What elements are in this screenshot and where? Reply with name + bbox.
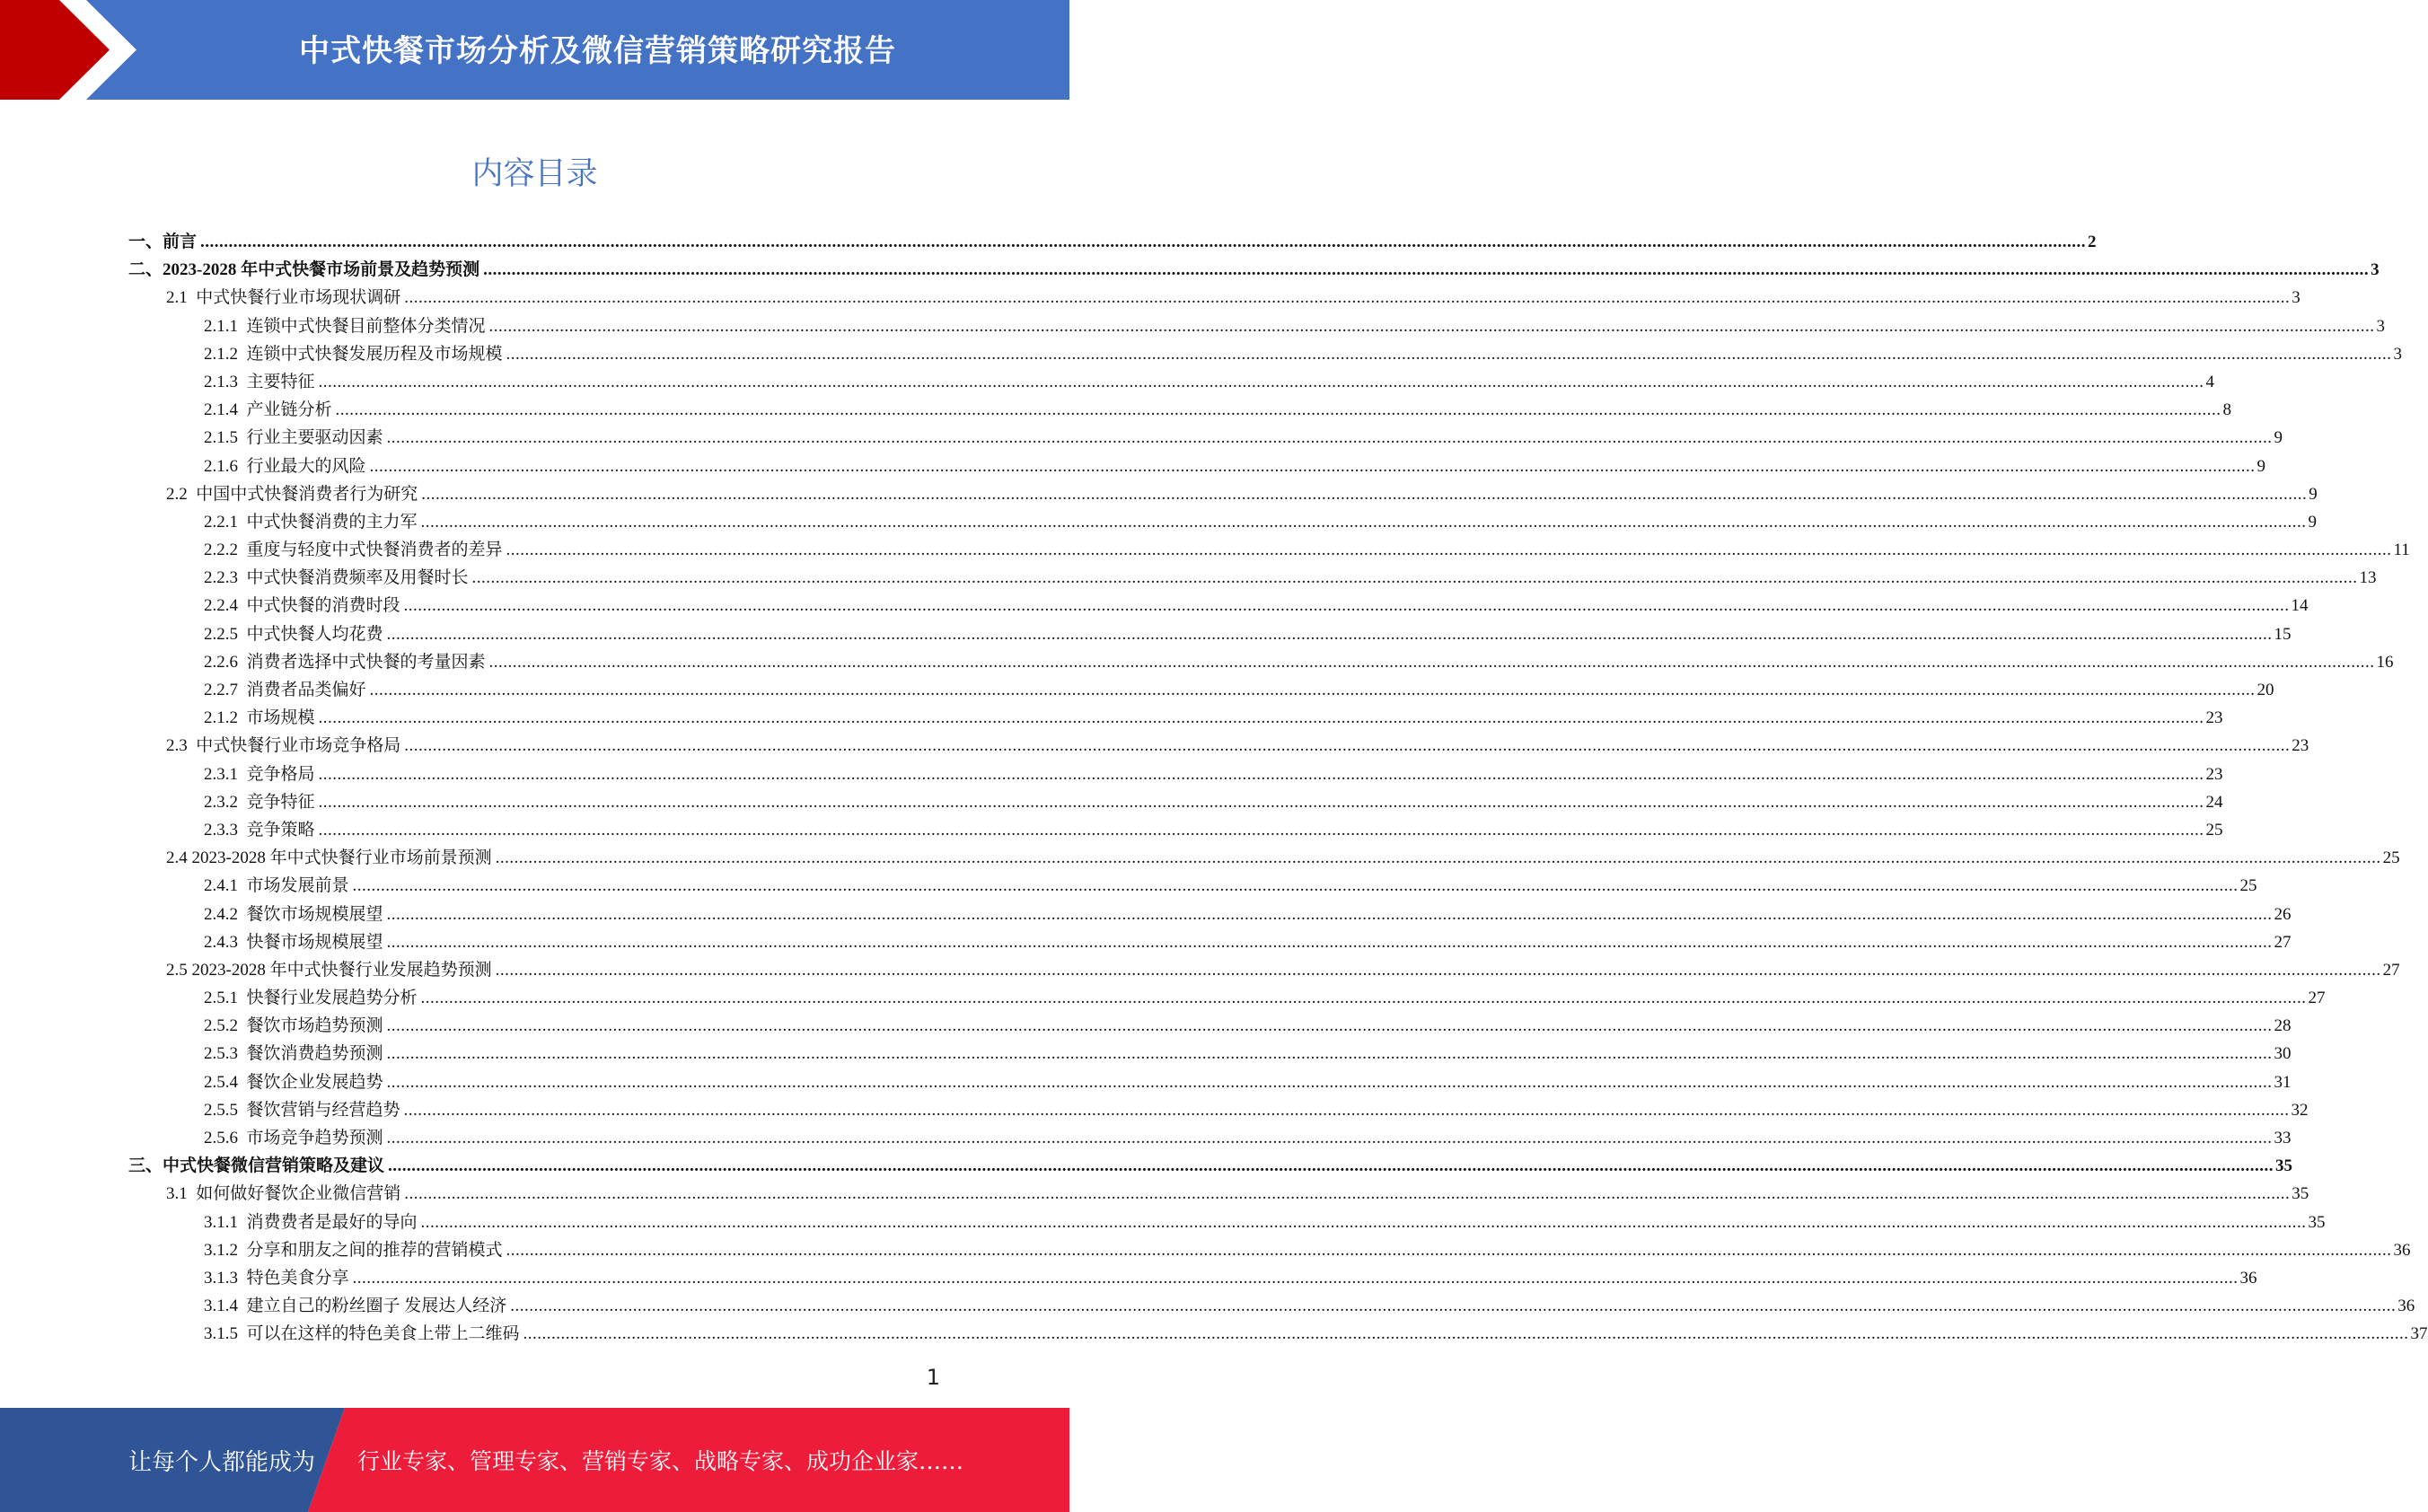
toc-entry[interactable]	[128, 340, 2403, 368]
header-chevron-arrow	[0, 0, 144, 100]
toc-leader-dots: ................................................................................................................................................................................................................................................................................................................................................................................................................	[404, 1184, 2291, 1204]
toc-entry-title: 快餐市场规模展望	[246, 932, 383, 952]
toc-entry-page: 20	[2256, 681, 2274, 699]
toc-entry-title: 消费者选择中式快餐的考量因素	[246, 652, 486, 672]
toc-entry[interactable]	[128, 648, 2394, 676]
toc-leader-dots: ................................................................................................................................................................................................................................................................................................................................................................................................................	[403, 1100, 2290, 1120]
toc-entry-title: 餐饮营销与经营趋势	[246, 1100, 400, 1120]
toc-entry-number: 2.1.2	[204, 708, 247, 728]
toc-entry-number: 一、	[128, 233, 163, 251]
toc-entry-page: 25	[2382, 848, 2400, 868]
toc-entry[interactable]	[128, 704, 2223, 732]
footer-slogan-right: 行业专家、管理专家、营销专家、战略专家、成功企业家……	[357, 1448, 964, 1474]
toc-leader-dots: ................................................................................................................................................................................................................................................................................................................................................................................................................	[386, 904, 2273, 924]
toc-entry-number: 2.5	[166, 960, 192, 980]
toc-entry[interactable]	[128, 396, 2232, 424]
toc-entry-page: 23	[2205, 764, 2223, 784]
toc-entry-title: 快餐行业发展趋势分析	[246, 989, 418, 1008]
toc-leader-dots: ................................................................................................................................................................................................................................................................................................................................................................................................................	[318, 820, 2204, 840]
toc-entry[interactable]	[128, 424, 2283, 452]
toc-entry-page: 9	[2274, 428, 2283, 448]
toc-entry-title: 连锁中式快餐目前整体分类情况	[246, 316, 486, 336]
toc-entry[interactable]	[128, 844, 2400, 872]
toc-leader-dots: ................................................................................................................................................................................................................................................................................................................................................................................................................	[510, 1297, 2397, 1316]
toc-entry-number: 2.2.7	[204, 681, 247, 699]
toc-entry-number: 2.2.5	[204, 624, 247, 644]
toc-leader-dots: ................................................................................................................................................................................................................................................................................................................................................................................................................	[420, 1212, 2307, 1232]
toc-entry-title: 前言	[163, 233, 198, 251]
toc-entry-title: 2023-2028 年中式快餐行业发展趋势预测	[191, 960, 492, 980]
toc-entry-number: 3.1.1	[204, 1212, 247, 1232]
toc-entry-number: 2.3.2	[204, 792, 247, 812]
toc-entry-title: 餐饮企业发展趋势	[246, 1072, 383, 1092]
toc-entry[interactable]	[128, 676, 2274, 704]
toc-leader-dots: ................................................................................................................................................................................................................................................................................................................................................................................................................	[506, 344, 2392, 364]
toc-entry-title: 消费者品类偏好	[246, 681, 366, 699]
toc-entry-title: 餐饮消费趋势预测	[246, 1044, 383, 1064]
toc-entry-page: 27	[2274, 932, 2292, 952]
footer-band	[0, 1408, 1069, 1512]
toc-entry-number: 3.1.2	[204, 1240, 247, 1260]
toc-entry-title: 产业链分析	[246, 400, 332, 420]
toc-entry-number: 2.1.5	[204, 428, 247, 448]
toc-entry-title: 市场发展前景	[246, 876, 349, 896]
toc-entry[interactable]	[128, 536, 2410, 564]
toc-entry-number: 2.3	[166, 736, 197, 756]
toc-leader-dots: ................................................................................................................................................................................................................................................................................................................................................................................................................	[506, 541, 2392, 560]
toc-leader-dots: ................................................................................................................................................................................................................................................................................................................................................................................................................	[421, 484, 2308, 504]
toc-entry[interactable]	[128, 256, 2380, 284]
toc-leader-dots: ................................................................................................................................................................................................................................................................................................................................................................................................................	[386, 1044, 2273, 1064]
toc-leader-dots: ................................................................................................................................................................................................................................................................................................................................................................................................................	[318, 792, 2204, 812]
toc-entry-number: 2.1.1	[204, 316, 247, 336]
toc-entry[interactable]	[128, 592, 2309, 620]
toc-entry[interactable]	[128, 564, 2377, 592]
toc-entry-title: 消费费者是最好的导向	[246, 1212, 418, 1232]
toc-entry[interactable]	[128, 816, 2223, 844]
toc-entry-number: 2.4.3	[204, 932, 247, 952]
toc-entry-page: 15	[2274, 624, 2292, 644]
toc-entry[interactable]	[128, 228, 2097, 256]
toc-entry-title: 市场竞争趋势预测	[246, 1129, 383, 1147]
toc-entry-page: 35	[2275, 1156, 2293, 1176]
toc-leader-dots: ................................................................................................................................................................................................................................................................................................................................................................................................................	[335, 400, 2221, 420]
toc-entry[interactable]	[128, 1236, 2411, 1264]
report-title: 中式快餐市场分析及微信营销策略研究报告	[299, 33, 896, 69]
toc-entry-page: 36	[2393, 1240, 2411, 1260]
toc-leader-dots: ................................................................................................................................................................................................................................................................................................................................................................................................................	[388, 1156, 2274, 1176]
toc-entry-number: 2.1.4	[204, 400, 247, 420]
toc-entry-title: 中式快餐的消费时段	[246, 596, 400, 616]
toc-entry-title: 可以在这样的特色美食上带上二维码	[246, 1324, 520, 1344]
toc-leader-dots: ................................................................................................................................................................................................................................................................................................................................................................................................................	[318, 764, 2204, 784]
toc-leader-dots: ................................................................................................................................................................................................................................................................................................................................................................................................................	[420, 512, 2307, 532]
toc-leader-dots: ................................................................................................................................................................................................................................................................................................................................................................................................................	[495, 848, 2381, 868]
toc-entry-number: 三、	[128, 1156, 163, 1176]
toc-entry-title: 行业最大的风险	[246, 456, 366, 476]
toc-entry[interactable]	[128, 1180, 2309, 1208]
toc-entry-page: 8	[2222, 400, 2232, 420]
toc-heading: 内容目录	[471, 156, 598, 192]
toc-entry-title: 中式快餐微信营销策略及建议	[163, 1156, 385, 1176]
toc-entry-title: 2023-2028 年中式快餐行业市场前景预测	[191, 848, 492, 868]
toc-entry-title: 中国中式快餐消费者行为研究	[196, 484, 418, 504]
toc-entry-number: 2.5.6	[204, 1129, 247, 1147]
toc-leader-dots: ................................................................................................................................................................................................................................................................................................................................................................................................................	[386, 1129, 2273, 1147]
toc-entry-number: 2.4.1	[204, 876, 247, 896]
toc-entry-page: 30	[2274, 1044, 2292, 1064]
toc-entry[interactable]	[128, 928, 2292, 956]
toc-entry-page: 3	[2292, 288, 2300, 308]
toc-entry-page: 33	[2274, 1129, 2292, 1147]
toc-entry-page: 14	[2291, 596, 2309, 616]
toc-entry-title: 中式快餐消费频率及用餐时长	[246, 568, 469, 588]
toc-leader-dots: ................................................................................................................................................................................................................................................................................................................................................................................................................	[352, 1268, 2239, 1288]
toc-entry-title: 建立自己的粉丝圈子 发展达人经济	[246, 1297, 507, 1316]
toc-leader-dots: ................................................................................................................................................................................................................................................................................................................................................................................................................	[483, 260, 2370, 280]
toc-entry-page: 25	[2239, 876, 2257, 896]
toc-entry-page: 9	[2309, 484, 2318, 504]
toc-entry-page: 27	[2382, 960, 2400, 980]
toc-entry-title: 餐饮市场规模展望	[246, 904, 383, 924]
toc-leader-dots: ................................................................................................................................................................................................................................................................................................................................................................................................................	[403, 596, 2290, 616]
toc-leader-dots: ................................................................................................................................................................................................................................................................................................................................................................................................................	[318, 372, 2204, 391]
toc-entry-page: 35	[2308, 1212, 2326, 1232]
toc-entry-title: 中式快餐人均花费	[246, 624, 383, 644]
toc-entry[interactable]	[128, 984, 2326, 1012]
toc-entry-page: 28	[2274, 1016, 2292, 1036]
toc-entry-title: 中式快餐行业市场竞争格局	[196, 736, 401, 756]
toc-entry[interactable]	[128, 1012, 2292, 1040]
toc-entry-title: 分享和朋友之间的推荐的营销模式	[246, 1240, 503, 1260]
toc-entry-title: 重度与轻度中式快餐消费者的差异	[246, 541, 503, 560]
toc-entry-page: 36	[2239, 1268, 2257, 1288]
header-band	[0, 0, 1069, 100]
toc-entry-number: 2.5.1	[204, 989, 247, 1008]
toc-leader-dots: ................................................................................................................................................................................................................................................................................................................................................................................................................	[318, 708, 2204, 728]
toc-entry[interactable]	[128, 1068, 2292, 1096]
toc-entry[interactable]	[128, 901, 2292, 928]
toc-entry-title: 餐饮市场趋势预测	[246, 1016, 383, 1036]
toc-entry-number: 2.2.4	[204, 596, 247, 616]
toc-entry-page: 16	[2376, 652, 2394, 672]
toc-entry[interactable]	[128, 732, 2309, 760]
toc-entry-number: 2.1.3	[204, 372, 247, 391]
toc-entry[interactable]	[128, 508, 2318, 536]
toc-leader-dots: ................................................................................................................................................................................................................................................................................................................................................................................................................	[404, 288, 2291, 308]
toc-leader-dots: ................................................................................................................................................................................................................................................................................................................................................................................................................	[200, 233, 2087, 251]
toc-entry-title: 特色美食分享	[246, 1268, 349, 1288]
toc-leader-dots: ................................................................................................................................................................................................................................................................................................................................................................................................................	[386, 624, 2273, 644]
toc-entry-page: 27	[2308, 989, 2326, 1008]
toc-entry[interactable]	[128, 1264, 2257, 1292]
toc-entry-page: 26	[2274, 904, 2292, 924]
toc-entry[interactable]	[128, 1320, 2428, 1348]
toc-entry-page: 25	[2205, 820, 2223, 840]
toc-entry-number: 2.2.2	[204, 541, 247, 560]
toc-entry-number: 2.5.5	[204, 1100, 247, 1120]
toc-entry-title: 行业主要驱动因素	[246, 428, 383, 448]
toc-entry-page: 31	[2274, 1072, 2292, 1092]
toc-entry-number: 二、	[128, 260, 163, 280]
toc-leader-dots: ................................................................................................................................................................................................................................................................................................................................................................................................................	[506, 1240, 2392, 1260]
toc-leader-dots: ................................................................................................................................................................................................................................................................................................................................................................................................................	[352, 876, 2239, 896]
toc-leader-dots: ................................................................................................................................................................................................................................................................................................................................................................................................................	[369, 456, 2256, 476]
toc-entry-title: 连锁中式快餐发展历程及市场规模	[246, 344, 503, 364]
toc-entry-page: 3	[2371, 260, 2380, 280]
toc-entry[interactable]	[128, 1292, 2415, 1320]
toc-entry-number: 3.1	[166, 1184, 197, 1204]
toc-entry-page: 35	[2292, 1184, 2309, 1204]
page-number: 1	[926, 1365, 940, 1390]
toc-entry-number: 2.4.2	[204, 904, 247, 924]
toc-entry-page: 2	[2088, 233, 2097, 251]
toc-entry-page: 11	[2393, 541, 2410, 560]
toc-entry-title: 中式快餐消费的主力军	[246, 512, 418, 532]
toc-entry[interactable]	[128, 368, 2215, 396]
toc-leader-dots: ................................................................................................................................................................................................................................................................................................................................................................................................................	[471, 568, 2358, 588]
toc-entry-title: 如何做好餐饮企业微信营销	[196, 1184, 401, 1204]
toc-entry-number: 2.5.2	[204, 1016, 247, 1036]
toc-entry-page: 36	[2397, 1297, 2415, 1316]
toc-entry-title: 竞争格局	[246, 764, 315, 784]
toc-entry-title: 2023-2028 年中式快餐市场前景及趋势预测	[163, 260, 480, 280]
toc-entry-number: 2.1.2	[204, 344, 247, 364]
toc-entry-page: 23	[2205, 708, 2223, 728]
toc-entry-page: 9	[2256, 456, 2266, 476]
toc-entry-page: 3	[2393, 344, 2403, 364]
toc-entry-number: 2.3.3	[204, 820, 247, 840]
toc-entry[interactable]	[128, 1209, 2326, 1236]
toc-entry-number: 2.4	[166, 848, 192, 868]
toc-entry-number: 3.1.5	[204, 1324, 247, 1344]
toc-entry[interactable]	[128, 1096, 2309, 1124]
toc-entry-title: 市场规模	[246, 708, 315, 728]
toc-leader-dots: ................................................................................................................................................................................................................................................................................................................................................................................................................	[488, 652, 2375, 672]
toc-entry-number: 2.5.3	[204, 1044, 247, 1064]
toc-entry[interactable]	[128, 1124, 2292, 1152]
toc-leader-dots: ................................................................................................................................................................................................................................................................................................................................................................................................................	[386, 1072, 2273, 1092]
toc-entry-number: 2.2.3	[204, 568, 247, 588]
toc-entry-page: 4	[2205, 372, 2215, 391]
toc-leader-dots: ................................................................................................................................................................................................................................................................................................................................................................................................................	[488, 316, 2375, 336]
toc-entry-page: 24	[2205, 792, 2223, 812]
toc-entry[interactable]	[128, 760, 2223, 788]
toc-entry-number: 2.3.1	[204, 764, 247, 784]
toc-leader-dots: ................................................................................................................................................................................................................................................................................................................................................................................................................	[386, 428, 2273, 448]
toc-entry[interactable]	[128, 284, 2300, 312]
toc-entry-number: 3.1.4	[204, 1297, 247, 1316]
toc-leader-dots: ................................................................................................................................................................................................................................................................................................................................................................................................................	[404, 736, 2291, 756]
toc-entry[interactable]	[128, 453, 2266, 480]
toc-entry[interactable]	[128, 1040, 2292, 1068]
toc-leader-dots: ................................................................................................................................................................................................................................................................................................................................................................................................................	[495, 960, 2381, 980]
toc-entry-number: 2.2.1	[204, 512, 247, 532]
toc-entry-title: 中式快餐行业市场现状调研	[196, 288, 401, 308]
table-of-contents	[128, 228, 2428, 1349]
toc-entry-page: 13	[2359, 568, 2377, 588]
toc-entry-page: 9	[2308, 512, 2318, 532]
toc-entry[interactable]	[128, 956, 2400, 984]
toc-entry-number: 3.1.3	[204, 1268, 247, 1288]
toc-leader-dots: ................................................................................................................................................................................................................................................................................................................................................................................................................	[386, 1016, 2273, 1036]
toc-entry-title: 主要特征	[246, 372, 315, 391]
toc-leader-dots: ................................................................................................................................................................................................................................................................................................................................................................................................................	[369, 681, 2256, 699]
toc-entry-page: 37	[2410, 1324, 2428, 1344]
toc-leader-dots: ................................................................................................................................................................................................................................................................................................................................................................................................................	[386, 932, 2273, 952]
toc-entry-number: 2.1	[166, 288, 197, 308]
toc-entry-page: 32	[2291, 1100, 2309, 1120]
toc-entry-page: 3	[2376, 316, 2386, 336]
toc-entry[interactable]	[128, 1152, 2293, 1180]
toc-entry-number: 2.2	[166, 484, 197, 504]
toc-leader-dots: ................................................................................................................................................................................................................................................................................................................................................................................................................	[523, 1324, 2409, 1344]
toc-entry[interactable]	[128, 620, 2292, 648]
toc-entry-page: 23	[2292, 736, 2309, 756]
toc-entry[interactable]	[128, 480, 2318, 508]
toc-entry[interactable]	[128, 872, 2257, 900]
toc-entry-title: 竞争特征	[246, 792, 315, 812]
toc-entry-number: 2.1.6	[204, 456, 247, 476]
toc-entry-title: 竞争策略	[246, 820, 315, 840]
footer-slogan-left: 让每个人都能成为	[128, 1448, 316, 1476]
toc-entry[interactable]	[128, 788, 2223, 816]
toc-entry-number: 2.5.4	[204, 1072, 247, 1092]
toc-entry[interactable]	[128, 312, 2386, 340]
toc-leader-dots: ................................................................................................................................................................................................................................................................................................................................................................................................................	[420, 989, 2307, 1008]
toc-entry-number: 2.2.6	[204, 652, 247, 672]
